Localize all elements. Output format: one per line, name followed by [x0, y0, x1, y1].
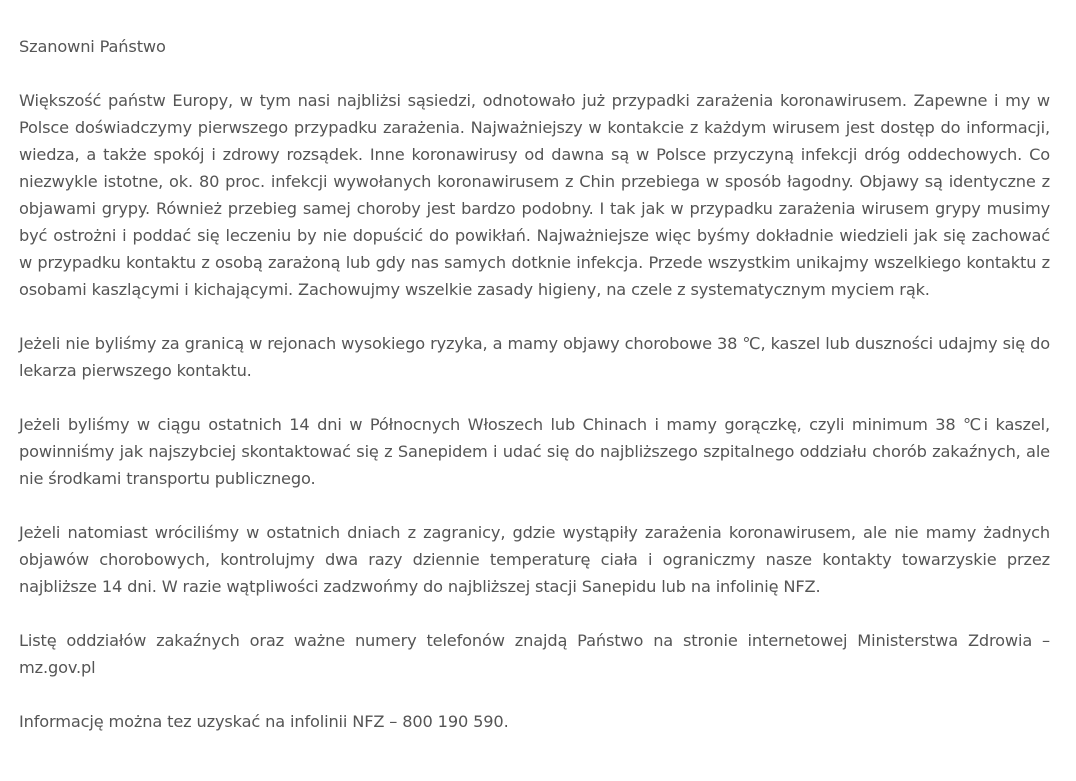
letter-body	[19, 33, 1050, 735]
paragraph-ministry-info: Listę oddziałów zakaźnych oraz ważne numery telefonów znajdą Państwo na stronie internetowej Ministerstwa Zdrowia – mz.gov.pl	[19, 631, 1050, 677]
paragraph-travel-no-symptoms: Jeżeli natomiast wróciliśmy w ostatnich dniach z zagranicy, gdzie wystąpiły zarażenia koronawirusem, ale nie mamy żadnych objawów chorobowych, kontrolujmy dwa razy dziennie temperaturę ciała i ograniczmy nasze kontakty towarzyskie przez najbliższe 14 dni. W razie wątpliwości zadzwońmy do najbliższej stacji Sanepidu lub na infolinię NFZ.	[19, 523, 1050, 596]
paragraph-travel-symptoms: Jeżeli byliśmy w ciągu ostatnich 14 dni w Północnych Włoszech lub Chinach i mamy gorączkę, czyli minimum 38 ℃i kaszel, powinniśmy jak najszybciej skontaktować się z Sanepidem i udać się do najbliższego szpitalnego oddziału chorób zakaźnych, ale nie środkami transportu publicznego.	[19, 415, 1050, 488]
paragraph-no-travel: Jeżeli nie byliśmy za granicą w rejonach wysokiego ryzyka, a mamy objawy chorobowe 38 ℃, kaszel lub duszności udajmy się do lekarza pierwszego kontaktu.	[19, 334, 1050, 380]
salutation: Szanowni Państwo	[19, 37, 166, 56]
paragraph-nfz-hotline: Informację można tez uzyskać na infolinii NFZ – 800 190 590.	[19, 712, 509, 731]
paragraph-intro: Większość państw Europy, w tym nasi najbliżsi sąsiedzi, odnotowało już przypadki zarażenia koronawirusem. Zapewne i my w Polsce doświadczymy pierwszego przypadku zarażenia. Najważniejszy w kontakcie z każdym wirusem jest dostęp do informacji, wiedza, a także spokój i zdrowy rozsądek. Inne koronawirusy od dawna są w Polsce przyczyną infekcji dróg oddechowych. Co niezwykle istotne, ok. 80 proc. infekcji wywołanych koronawirusem z Chin przebiega w sposób łagodny. Objawy są identyczne z objawami grypy. Również przebieg samej choroby jest bardzo podobny. I tak jak w przypadku zarażenia wirusem grypy musimy być ostrożni i poddać się leczeniu by nie dopuścić do powikłań. Najważniejsze więc byśmy dokładnie wiedzieli jak się zachować w przypadku kontaktu z osobą zarażoną lub gdy nas samych dotknie infekcja. Przede wszystkim unikajmy wszelkiego kontaktu z osobami kaszlącymi i kichającymi. Zachowujmy wszelkie zasady higieny, na czele z systematycznym myciem rąk.	[19, 91, 1050, 299]
